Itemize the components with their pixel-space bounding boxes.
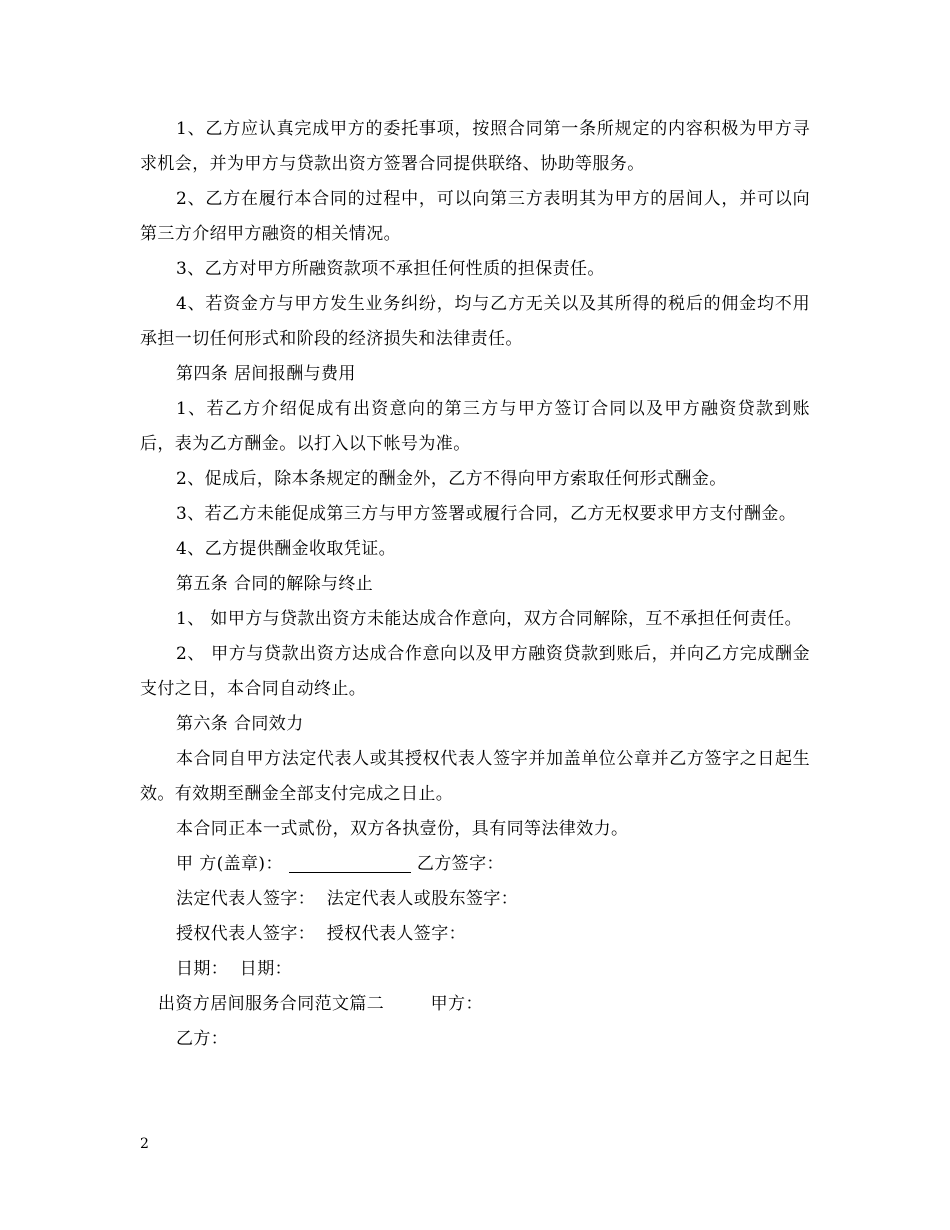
next-party-a-label: 甲方：	[430, 994, 483, 1014]
next-party-b-label: 乙方：	[176, 1029, 229, 1049]
legal-rep-line: 法定代表人签字： 法定代表人或股东签字：	[176, 889, 519, 909]
clause-5-1: 1、 如甲方与贷款出资方未能达成合作意向，双方合同解除，互不承担任何责任。	[176, 609, 803, 629]
page-number: 2	[140, 1136, 149, 1152]
clause-3-3: 3、乙方对甲方所融资款项不承担任何性质的担保责任。	[176, 259, 605, 279]
clause-6-2: 本合同正本一式贰份，双方各执壹份，具有同等法律效力。	[176, 819, 629, 839]
article-6-heading: 第六条 合同效力	[176, 714, 304, 734]
next-contract-title-line	[140, 987, 810, 1022]
clause-3-1: 1、乙方应认真完成甲方的委托事项，按照合同第一条所规定的内容积极为甲方寻求机会，并为甲方与贷款出资方签署合同提供联络、协助等服务。	[140, 119, 810, 174]
party-b-sign-label: 乙方签字：	[416, 854, 504, 874]
clause-6-1: 本合同自甲方法定代表人或其授权代表人签字并加盖单位公章并乙方签字之日起生效。有效期至酬金全部支付完成之日止。	[140, 749, 810, 804]
clause-4-2: 2、促成后，除本条规定的酬金外，乙方不得向甲方索取任何形式酬金。	[176, 469, 727, 489]
article-5-heading: 第五条 合同的解除与终止	[176, 574, 374, 594]
article-4-heading: 第四条 居间报酬与费用	[176, 364, 356, 384]
clause-4-3: 3、若乙方未能促成第三方与甲方签署或履行合同，乙方无权要求甲方支付酬金。	[176, 504, 797, 524]
date-line: 日期： 日期：	[176, 959, 293, 979]
authorized-rep-line: 授权代表人签字： 授权代表人签字：	[176, 924, 467, 944]
clause-5-2: 2、 甲方与贷款出资方达成合作意向以及甲方融资贷款到账后，并向乙方完成酬金支付之日，本合同自动终止。	[140, 644, 810, 699]
signature-blank	[289, 852, 411, 873]
party-signature-line	[140, 847, 810, 882]
clause-3-4: 4、若资金方与甲方发生业务纠纷，均与乙方无关以及其所得的税后的佣金均不用承担一切任何形式和阶段的经济损失和法律责任。	[140, 294, 810, 349]
clause-4-4: 4、乙方提供酬金收取凭证。	[176, 539, 397, 559]
party-a-seal-label: 甲 方(盖章)：	[176, 854, 283, 874]
document-body	[140, 112, 810, 1057]
next-contract-title: 出资方居间服务合同范文篇二	[158, 994, 385, 1014]
clause-3-2: 2、乙方在履行本合同的过程中，可以向第三方表明其为甲方的居间人，并可以向第三方介绍甲方融资的相关情况。	[140, 189, 810, 244]
clause-4-1: 1、若乙方介绍促成有出资意向的第三方与甲方签订合同以及甲方融资贷款到账后，表为乙方酬金。以打入以下帐号为准。	[140, 399, 810, 454]
